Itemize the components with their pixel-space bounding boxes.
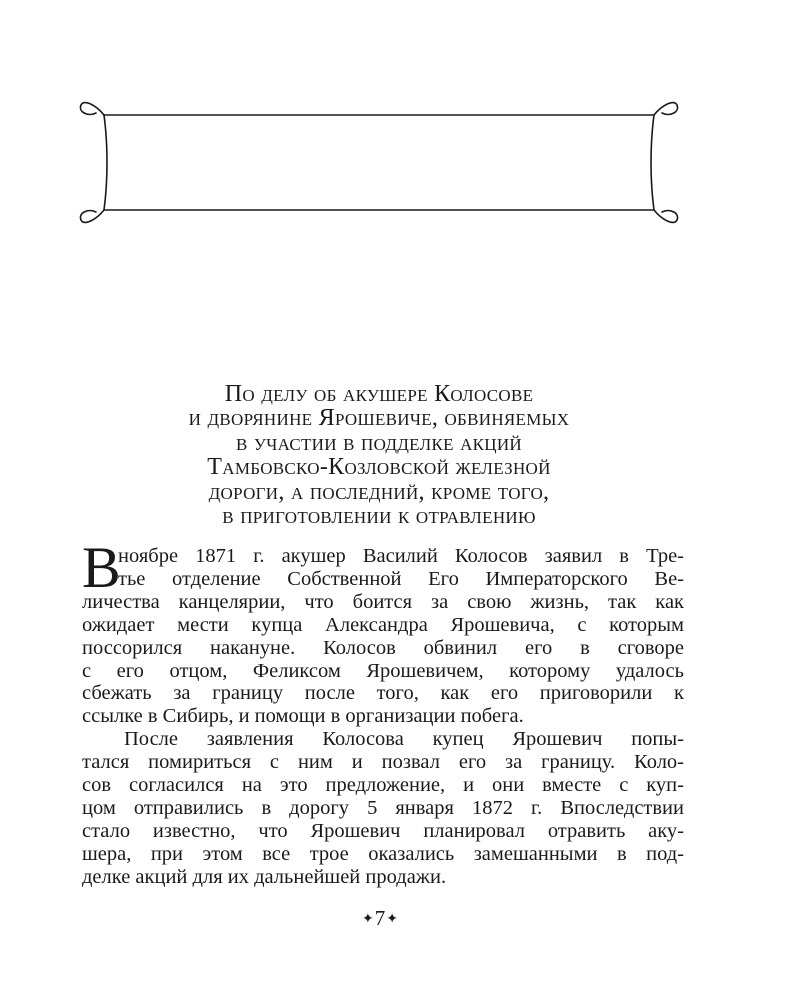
paragraph-1	[82, 535, 684, 728]
text-line: После заявления Колосова купец Ярошевич попы-	[124, 728, 684, 751]
ornament-left-icon: ✦	[362, 912, 374, 927]
text-line: поссорился накануне. Колосов обвинил его в сговоре	[82, 636, 684, 659]
paragraph-2	[82, 728, 684, 888]
text-line: ноябре 1871 г. акушер Василий Колосов заявил в Тре-	[118, 545, 684, 567]
chapter-title	[80, 382, 678, 528]
frame-ornament-icon	[78, 95, 680, 230]
title-line: Тамбовско-Козловской железной	[207, 454, 551, 481]
body-text	[82, 535, 684, 889]
page-number-value: 7	[374, 906, 386, 930]
text-line: делке акций для их дальнейшей продажи.	[82, 865, 447, 888]
text-line: тался помириться с ним и позвал его за границу. Коло-	[82, 751, 684, 774]
text-line: сов согласился на это предложение, и они вместе с куп-	[82, 774, 684, 797]
title-line: в приготовлении к отравлению	[222, 503, 536, 530]
text-line: ссылке в Сибирь, и помощи в организации побега.	[82, 705, 524, 728]
title-line: дороги, а последний, кроме того,	[208, 478, 550, 505]
text-line: с его отцом, Феликсом Ярошевичем, которому удалось	[82, 659, 684, 682]
text-line: тье отделение Собственной Его Императорского Ве-	[118, 567, 684, 590]
decorative-frame	[78, 95, 680, 230]
text-line: шера, при этом все трое оказались замешанными в под-	[82, 842, 684, 865]
title-line: в участии в подделке акций	[235, 429, 523, 456]
ornament-right-icon: ✦	[386, 912, 398, 927]
text-line: сбежать за границу после того, как его приговорили к	[82, 682, 684, 705]
text-line: стало известно, что Ярошевич планировал отравить аку-	[82, 819, 684, 842]
text-line: личества канцелярии, что боится за свою жизнь, так как	[82, 590, 684, 613]
title-line: По делу об акушере Колосове	[224, 381, 534, 407]
text-line: ожидает мести купца Александра Ярошевича, с которым	[82, 613, 684, 636]
drop-cap: В	[82, 535, 121, 600]
text-line: цом отправились в дорогу 5 января 1872 г. Впоследствии	[82, 796, 684, 819]
page-number	[340, 906, 420, 932]
title-line: и дворянине Ярошевиче, обвиняемых	[188, 405, 570, 432]
